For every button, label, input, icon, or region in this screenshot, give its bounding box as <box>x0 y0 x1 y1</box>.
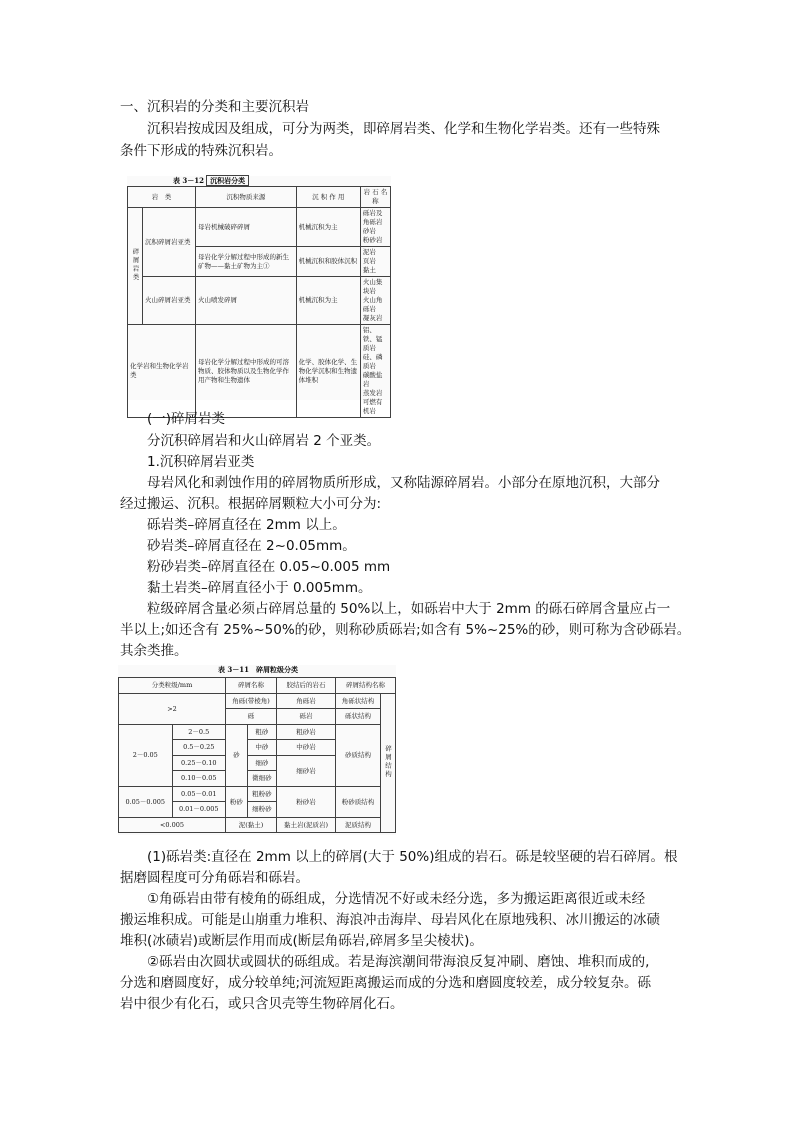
subheading-sedimentary-clastic: 1.沉积碎屑岩亚类 <box>147 454 255 470</box>
t2-clay-rock: 黏土岩(泥质岩) <box>277 817 336 833</box>
intro-line-2: 条件下形成的特殊沉积岩。 <box>120 143 282 159</box>
t1-r3-source: 火山喷发碎屑 <box>196 277 297 325</box>
t2-sand-name-4: 微细砂 <box>247 771 276 787</box>
table2-caption: 表 3－11 碎屑粒级分类 <box>218 665 299 674</box>
t2-sand-sub-2: 0.5－0.25 <box>172 740 226 756</box>
t2-li-rock: 砾岩 <box>277 709 336 725</box>
intro-line-1: 沉积岩按成因及组成，可分为两类，即碎屑岩类、化学和生物化学岩类。还有一些特殊 <box>147 121 660 137</box>
t2-sand-name-2: 中砂 <box>247 740 276 756</box>
t2-sand-sub-1: 2－0.5 <box>172 724 226 740</box>
t1-group-clastic: 碎屑岩类 <box>128 208 143 325</box>
t2-clay: 泥(黏土) <box>226 817 277 833</box>
t1-header-source: 沉积物质来源 <box>196 187 297 208</box>
t1-r1-source: 母岩机械破碎碎屑 <box>196 208 297 247</box>
t2-silt-sub-2: 0.01－0.005 <box>172 802 226 818</box>
t1-sub-volcanic: 火山碎屑岩亚类 <box>143 277 196 325</box>
t2-header-name: 碎屑名称 <box>226 678 277 694</box>
t2-silt-range: 0.05－0.005 <box>119 786 173 817</box>
t2-li: 砾 <box>226 709 277 725</box>
t2-sand-range: 2－0.05 <box>119 724 173 786</box>
t2-silt-struct: 粉砂质结构 <box>335 786 380 817</box>
t2-header-struct: 碎屑结构名称 <box>335 678 395 694</box>
table1-caption-box: 沉积岩分类 <box>206 175 249 186</box>
t1-r3-names: 火山集块岩 火山角砾岩 凝灰岩 <box>360 277 390 325</box>
t2-header-size: 分类粒级/mm <box>119 678 226 694</box>
t2-jiaoli-struct: 角砾状结构 <box>335 693 380 709</box>
para4-line-2: 据磨圆程度可分角砾岩和砾岩。 <box>120 870 309 886</box>
para2-line-2: 经过搬运、沉积。根据碎屑颗粒大小可分为: <box>120 496 382 512</box>
clastic-description: 分沉积碎屑岩和火山碎屑岩 2 个亚类。 <box>147 433 381 449</box>
t1-r1-names: 砾岩及角砾岩 砂岩 粉砂岩 <box>360 208 390 247</box>
para6-line-3: 岩中很少有化石，或只含贝壳等生物碎屑化石。 <box>120 996 404 1012</box>
t2-silt-rock: 粉砂岩 <box>277 786 336 817</box>
t2-sand-rock-2: 中砂岩 <box>277 740 336 756</box>
size-sand: 砂岩类–碎屑直径在 2~0.05mm。 <box>147 538 356 554</box>
t2-sand-struct: 砂质结构 <box>335 724 380 786</box>
t1-r4-names: 铝、铁、锰质岩 硅、磷质岩 碳酸盐岩 蒸发岩 可燃有机岩 <box>360 325 390 418</box>
table-grain-size-classification <box>118 665 396 835</box>
t1-header-action: 沉 积 作 用 <box>296 187 360 208</box>
t2-silt-name-2: 细粉砂 <box>247 802 276 818</box>
t1-r4-action: 化学、胶体化学、生物化学沉积和生物遗体堆积 <box>296 325 360 418</box>
t2-li-struct: 砾状结构 <box>335 709 380 725</box>
t1-header-type: 岩 类 <box>128 187 196 208</box>
t2-gt2: >2 <box>119 693 226 724</box>
t2-jiaoli: 角砾(带棱角) <box>226 693 277 709</box>
t2-sand-rock-3: 细砂岩 <box>277 755 336 786</box>
para5-line-3: 堆积(冰碛岩)或断层作用而成(断层角砾岩,碎屑多呈尖棱状)。 <box>120 933 483 949</box>
para6-line-2: 分选和磨圆度好，成分较单纯;河流短距离搬运而成的分选和磨圆度较差，成分较复杂。砾 <box>120 975 652 991</box>
t2-header-rock: 胶结后的岩石 <box>277 678 336 694</box>
t2-sand: 砂 <box>226 724 248 786</box>
t2-silt: 粉砂 <box>226 786 248 817</box>
t2-side-label: 碎屑结构 <box>381 693 396 833</box>
t1-r3-action: 机械沉积为主 <box>296 277 360 325</box>
subheading-clastic: (一)碎屑岩类 <box>147 411 226 427</box>
t2-sand-sub-3: 0.25－0.10 <box>172 755 226 771</box>
t2-sand-sub-4: 0.10－0.05 <box>172 771 226 787</box>
t2-silt-name-1: 粗粉砂 <box>247 786 276 802</box>
size-clay: 黏土岩类–碎屑直径小于 0.005mm。 <box>147 580 372 596</box>
para5-line-2: 搬运堆积成。可能是山崩重力堆积、海浪冲击海岸、母岩风化在原地残积、冰川搬运的冰碛 <box>120 912 660 928</box>
t2-clay-struct: 泥质结构 <box>335 817 380 833</box>
para6-line-1: ②砾岩由次圆状或圆状的砾组成。若是海滨潮间带海浪反复冲刷、磨蚀、堆积而成的, <box>147 954 650 970</box>
heading: 一、沉积岩的分类和主要沉积岩 <box>120 99 309 115</box>
t1-r2-source: 母岩化学分解过程中形成的新生矿物——黏土矿物为主① <box>196 247 297 277</box>
para5-line-1: ①角砾岩由带有棱角的砾组成，分选情况不好或未经分选，多为搬运距离很近或未经 <box>147 891 646 907</box>
t1-r2-names: 泥岩 页岩 黏土 <box>360 247 390 277</box>
para4-line-1: (1)砾岩类:直径在 2mm 以上的碎屑(大于 50%)组成的岩石。砾是较坚硬的岩石碎屑。根 <box>147 849 678 865</box>
para3-line-3: 其余类推。 <box>120 643 188 659</box>
t1-header-names: 岩 石 名 称 <box>360 187 390 208</box>
t1-group-chemical: 化学岩和生物化学岩类 <box>128 325 196 418</box>
t1-sub-sedimentary: 沉积碎屑岩亚类 <box>143 208 196 277</box>
table-rock-classification <box>127 176 391 415</box>
table1-caption: 表 3－12 <box>173 176 205 185</box>
t2-sand-rock-1: 粗砂岩 <box>277 724 336 740</box>
para3-line-1: 粒级碎屑含量必须占碎屑总量的 50%以上，如砾岩中大于 2mm 的砾石碎屑含量应占一 <box>147 601 671 617</box>
para3-line-2: 半以上;如还含有 25%~50%的砂，则称砂质砾岩;如含有 5%~25%的砂，则可称为含砂砾岩。 <box>120 622 691 638</box>
t2-jiaoli-rock: 角砾岩 <box>277 693 336 709</box>
para2-line-1: 母岩风化和剥蚀作用的碎屑物质所形成，又称陆源碎屑岩。小部分在原地沉积，大部分 <box>147 475 660 491</box>
t1-r1-action: 机械沉积为主 <box>296 208 360 247</box>
t2-clay-range: <0.005 <box>119 817 226 833</box>
size-silt: 粉砂岩类–碎屑直径在 0.05~0.005 mm <box>147 559 391 575</box>
size-gravel: 砾岩类–碎屑直径在 2mm 以上。 <box>147 517 346 533</box>
t1-r4-source: 母岩化学分解过程中形成的可溶物质、胶体物质以及生物化学作用产物和生物遗体 <box>196 325 297 418</box>
t1-r2-action: 机械沉积和胶体沉积 <box>296 247 360 277</box>
t2-silt-sub-1: 0.05－0.01 <box>172 786 226 802</box>
t2-sand-name-1: 粗砂 <box>247 724 276 740</box>
t2-sand-name-3: 细砂 <box>247 755 276 771</box>
